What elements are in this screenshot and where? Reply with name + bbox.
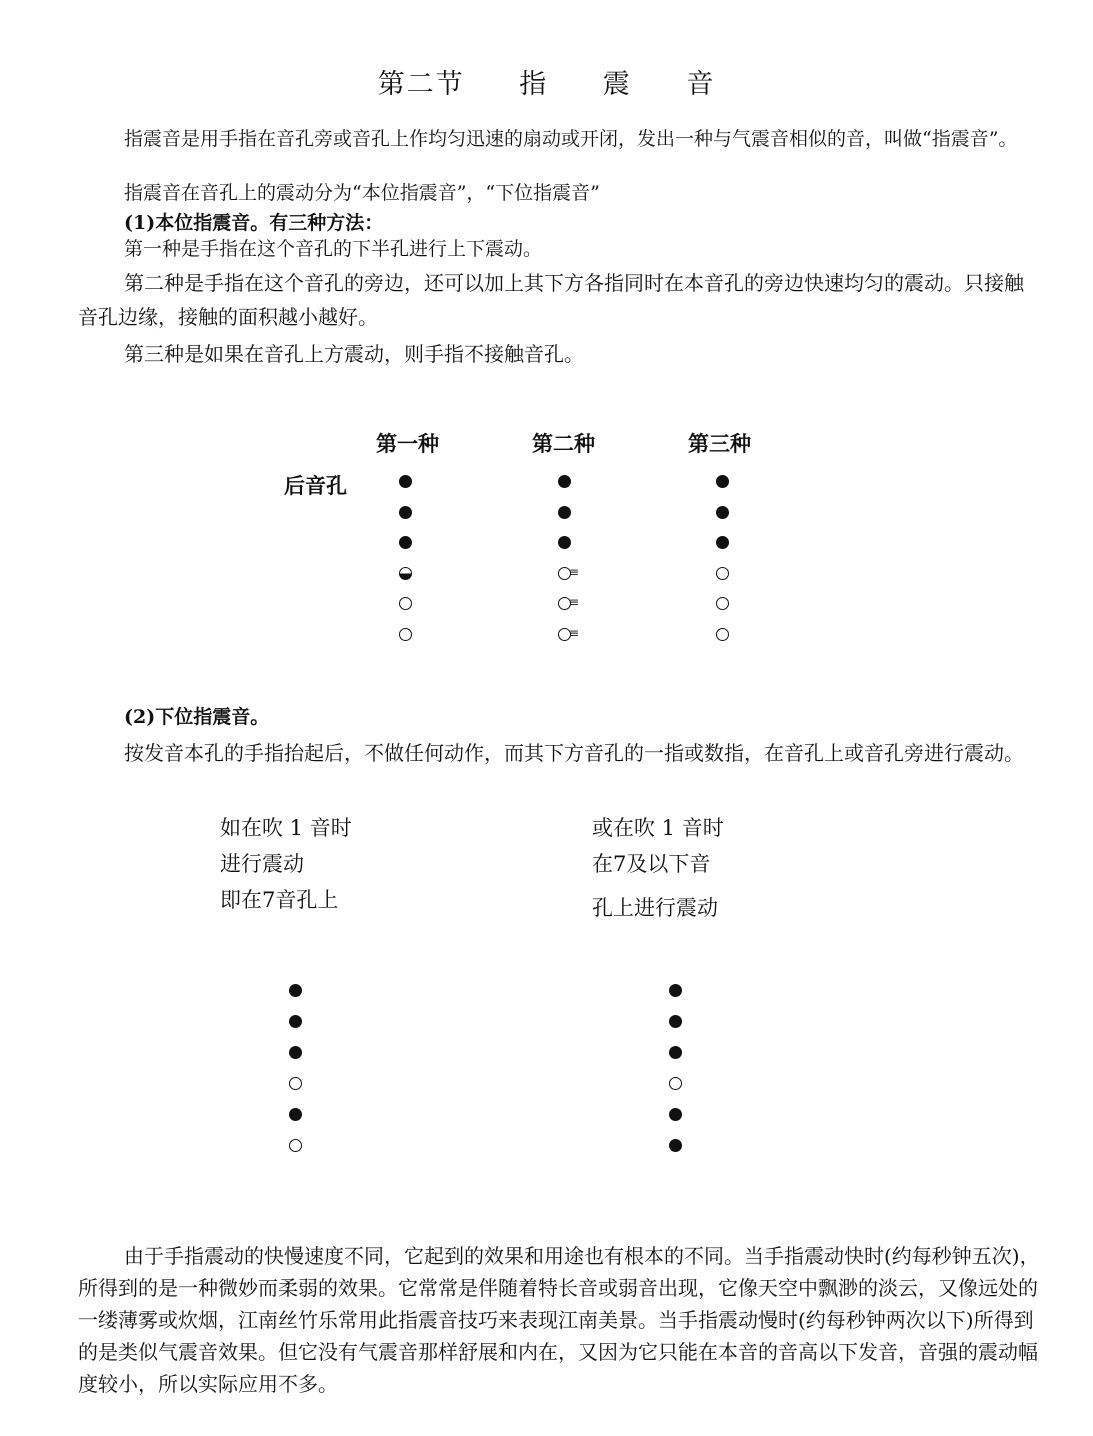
diagram2-right-hole-3-closed xyxy=(669,1046,682,1059)
title-part: 音 xyxy=(686,69,716,100)
diagram2-right-hole-2-closed xyxy=(669,1015,682,1028)
diagram2-right-hole-5-closed xyxy=(669,1108,682,1121)
diagram1-col3-hole-4-open xyxy=(716,567,729,580)
left-caption-1: 如在吹 1 音时 xyxy=(220,816,352,840)
diagram2-left-hole-5-closed xyxy=(289,1108,302,1121)
left-caption-2: 进行震动 xyxy=(220,852,304,876)
diagram1-col1-hole-1-closed xyxy=(399,475,412,488)
diagram1-col2-hole-5-side xyxy=(558,597,571,610)
method-1-text: 第一种是手指在这个音孔的下半孔进行上下震动。 xyxy=(124,238,543,260)
method-heading-1: (1)本位指震音。有三种方法： xyxy=(124,212,384,234)
diagram1-col3-hole-2-closed xyxy=(716,506,729,519)
diagram1-col3-hole-1-closed xyxy=(716,475,729,488)
diagram1-col2-hole-2-closed xyxy=(558,506,571,519)
diagram1-col1-hole-4-half xyxy=(399,567,412,580)
section-title xyxy=(0,62,1093,101)
right-caption-3: 孔上进行震动 xyxy=(592,896,718,920)
title-part: 指 xyxy=(519,69,549,100)
diagram2-left-hole-6-open xyxy=(289,1139,302,1152)
title-part: 震 xyxy=(602,69,632,100)
diagram2-right-hole-1-closed xyxy=(669,984,682,997)
diagram1-col2-hole-6-side xyxy=(558,628,571,641)
diagram2-right-hole-6-closed xyxy=(669,1139,682,1152)
right-caption-1: 或在吹 1 音时 xyxy=(592,816,724,840)
intro-paragraph-2: 指震音在音孔上的震动分为“本位指震音”，“下位指震音” xyxy=(124,182,600,204)
method-2-text: 第二种是手指在这个音孔的旁边，还可以加上其下方各指同时在本音孔的旁边快速均匀的震动。只接触音孔边缘，接触的面积越小越好。 xyxy=(78,271,1024,329)
diagram2-left-hole-3-closed xyxy=(289,1046,302,1059)
column-label-3: 第三种 xyxy=(688,431,751,456)
title-part: 第二节 xyxy=(377,69,465,100)
diagram1-col2-hole-1-closed xyxy=(558,475,571,488)
diagram2-right-hole-4-open xyxy=(669,1077,682,1090)
diagram2-left-hole-1-closed xyxy=(289,984,302,997)
diagram1-col3-hole-6-open xyxy=(716,628,729,641)
diagram1-col1-hole-6-open xyxy=(399,628,412,641)
method-heading-2: (2)下位指震音。 xyxy=(124,706,270,728)
section-2-text: 按发音本孔的手指抬起后，不做任何动作，而其下方音孔的一指或数指，在音孔上或音孔旁进行震动。 xyxy=(124,741,1024,765)
column-label-2: 第二种 xyxy=(532,431,595,456)
diagram1-col3-hole-3-closed xyxy=(716,536,729,549)
intro-paragraph-1: 指震音是用手指在音孔旁或音孔上作均匀迅速的扇动或开闭，发出一种与气震音相似的音，叫做“指震音”。 xyxy=(124,128,1018,150)
right-caption-2: 在7及以下音 xyxy=(592,852,711,876)
diagram1-col2-hole-3-closed xyxy=(558,536,571,549)
diagram1-col2-hole-4-side xyxy=(558,567,571,580)
diagram1-col1-hole-5-open xyxy=(399,597,412,610)
column-label-1: 第一种 xyxy=(376,431,439,456)
back-hole-label: 后音孔 xyxy=(284,473,347,498)
diagram1-col3-hole-5-open xyxy=(716,597,729,610)
closing-paragraph: 由于手指震动的快慢速度不同，它起到的效果和用途也有根本的不同。当手指震动快时(约每秒钟五次)，所得到的是一种微妙而柔弱的效果。它常常是伴随着特长音或弱音出现，它像天空中飘渺的淡云，又像远处的一缕薄雾或炊烟，江南丝竹乐常用此指震音技巧来表现江南美景。当手指震动慢时(约每秒钟两次以下)所得到的是类似气震音效果。但它没有气震音那样舒展和内在，又因为它只能在本音的音高以下发音，音强的震动幅度较小，所以实际应用不多。 xyxy=(78,1244,1040,1396)
diagram2-left-hole-2-closed xyxy=(289,1015,302,1028)
left-caption-3: 即在7音孔上 xyxy=(220,888,339,912)
diagram2-left-hole-4-open xyxy=(289,1077,302,1090)
diagram1-col1-hole-3-closed xyxy=(399,536,412,549)
method-3-text: 第三种是如果在音孔上方震动，则手指不接触音孔。 xyxy=(124,342,584,366)
diagram1-col1-hole-2-closed xyxy=(399,506,412,519)
